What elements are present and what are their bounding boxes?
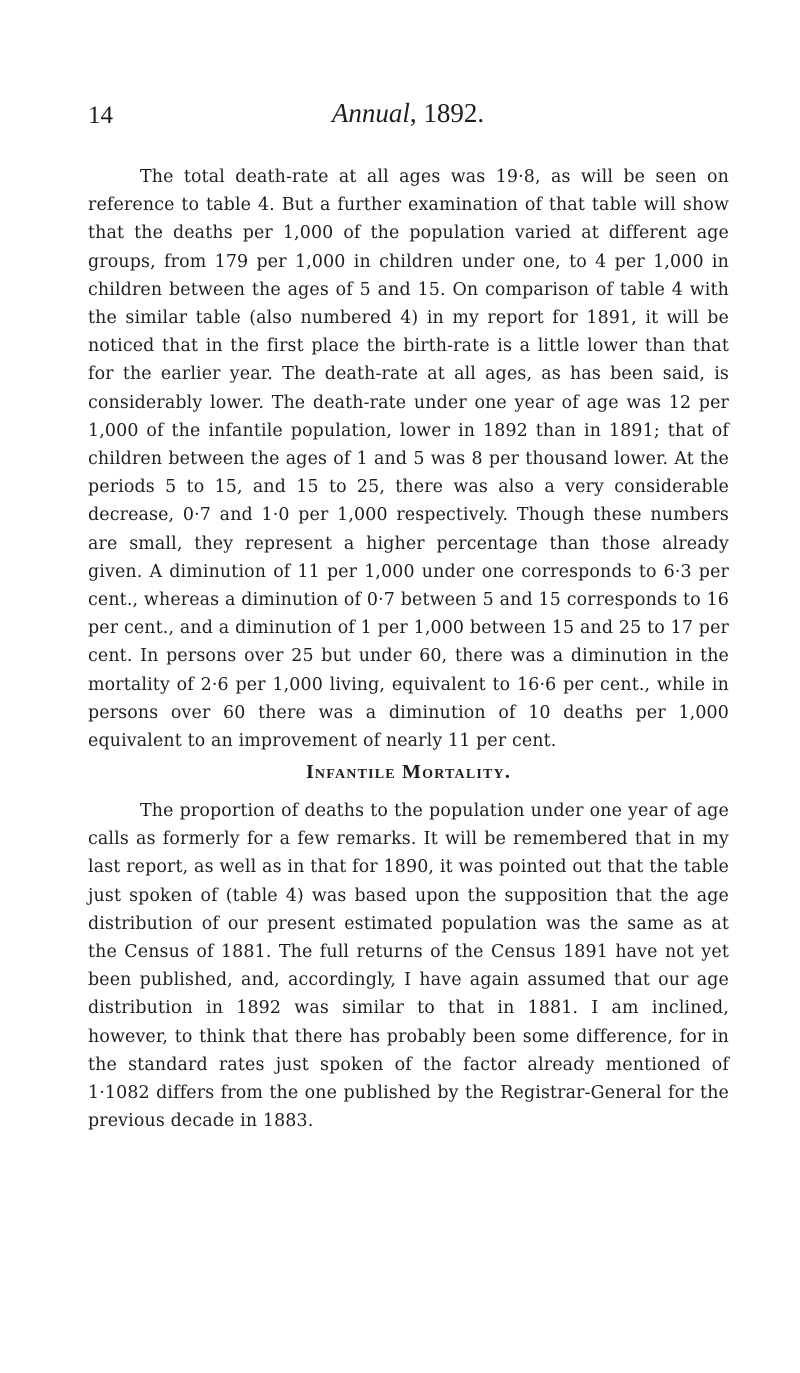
- paragraph-death-rate-text: The total death-rate at all ages was 19·8, as will be seen on reference to table 4. But a further examination of that table will show that the deaths per 1,000 of the population varied at different age groups, from 179 per 1,000 in children under one, to 4 per 1,000 in children between the ages of 5 and 15. On comparison of table 4 with the similar table (also numbered 4) in my report for 1891, it will be noticed that in the first place the birth-rate is a little lower than that for the earlier year. The death-rate at all ages, as has been said, is considerably lower. The death-rate under one year of age was 12 per 1,000 of the infantile population, lower in 1892 than in 1891; that of children between the ages of 1 and 5 was 8 per thousand lower. At the periods 5 to 15, and 15 to 25, there was also a very considerable decrease, 0·7 and 1·0 per 1,000 respectively. Though these numbers are small, they represent a higher percentage than those already given. A diminution of 11 per 1,000 under one corresponds to 6·3 per cent., whereas a diminution of 0·7 between 5 and 15 corresponds to 16 per cent., and a diminution of 1 per 1,000 between 15 and 25 to 17 per cent. In persons over 25 but under 60, there was a diminution in the mortality of 2·6 per 1,000 living, equivalent to 16·6 per cent., while in persons over 60 there was a diminution of 10 deaths per 1,000 equivalent to an improvement of nearly 11 per cent.: [88, 167, 729, 752]
- page-header: [88, 98, 728, 138]
- running-title-word: Annual: [331, 98, 410, 128]
- running-title-year: , 1892.: [409, 98, 485, 128]
- paragraph-infantile-mortality: [88, 797, 729, 1135]
- section-heading-infantile-mortality: Infantile Mortality.: [305, 761, 512, 783]
- page-number: 14: [88, 102, 113, 129]
- paragraph-infantile-mortality-text: The proportion of deaths to the population under one year of age calls as formerly for a few remarks. It will be remembered that in my last report, as well as in that for 1890, it was pointed out that the table just spoken of (table 4) was based upon the supposition that the age distribution of our present estimated population was the same as at the Census of 1881. The full returns of the Census 1891 have not yet been published, and, accordingly, I have again assumed that our age distribution in 1892 was similar to that in 1881. I am inclined, however, to think that there has probably been some difference, for in the standard rates just spoken of the factor already mentioned of 1·1082 differs from the one published by the Registrar-General for the previous decade in 1883.: [88, 801, 729, 1132]
- paragraph-death-rate: [88, 163, 729, 755]
- running-title: [88, 98, 728, 129]
